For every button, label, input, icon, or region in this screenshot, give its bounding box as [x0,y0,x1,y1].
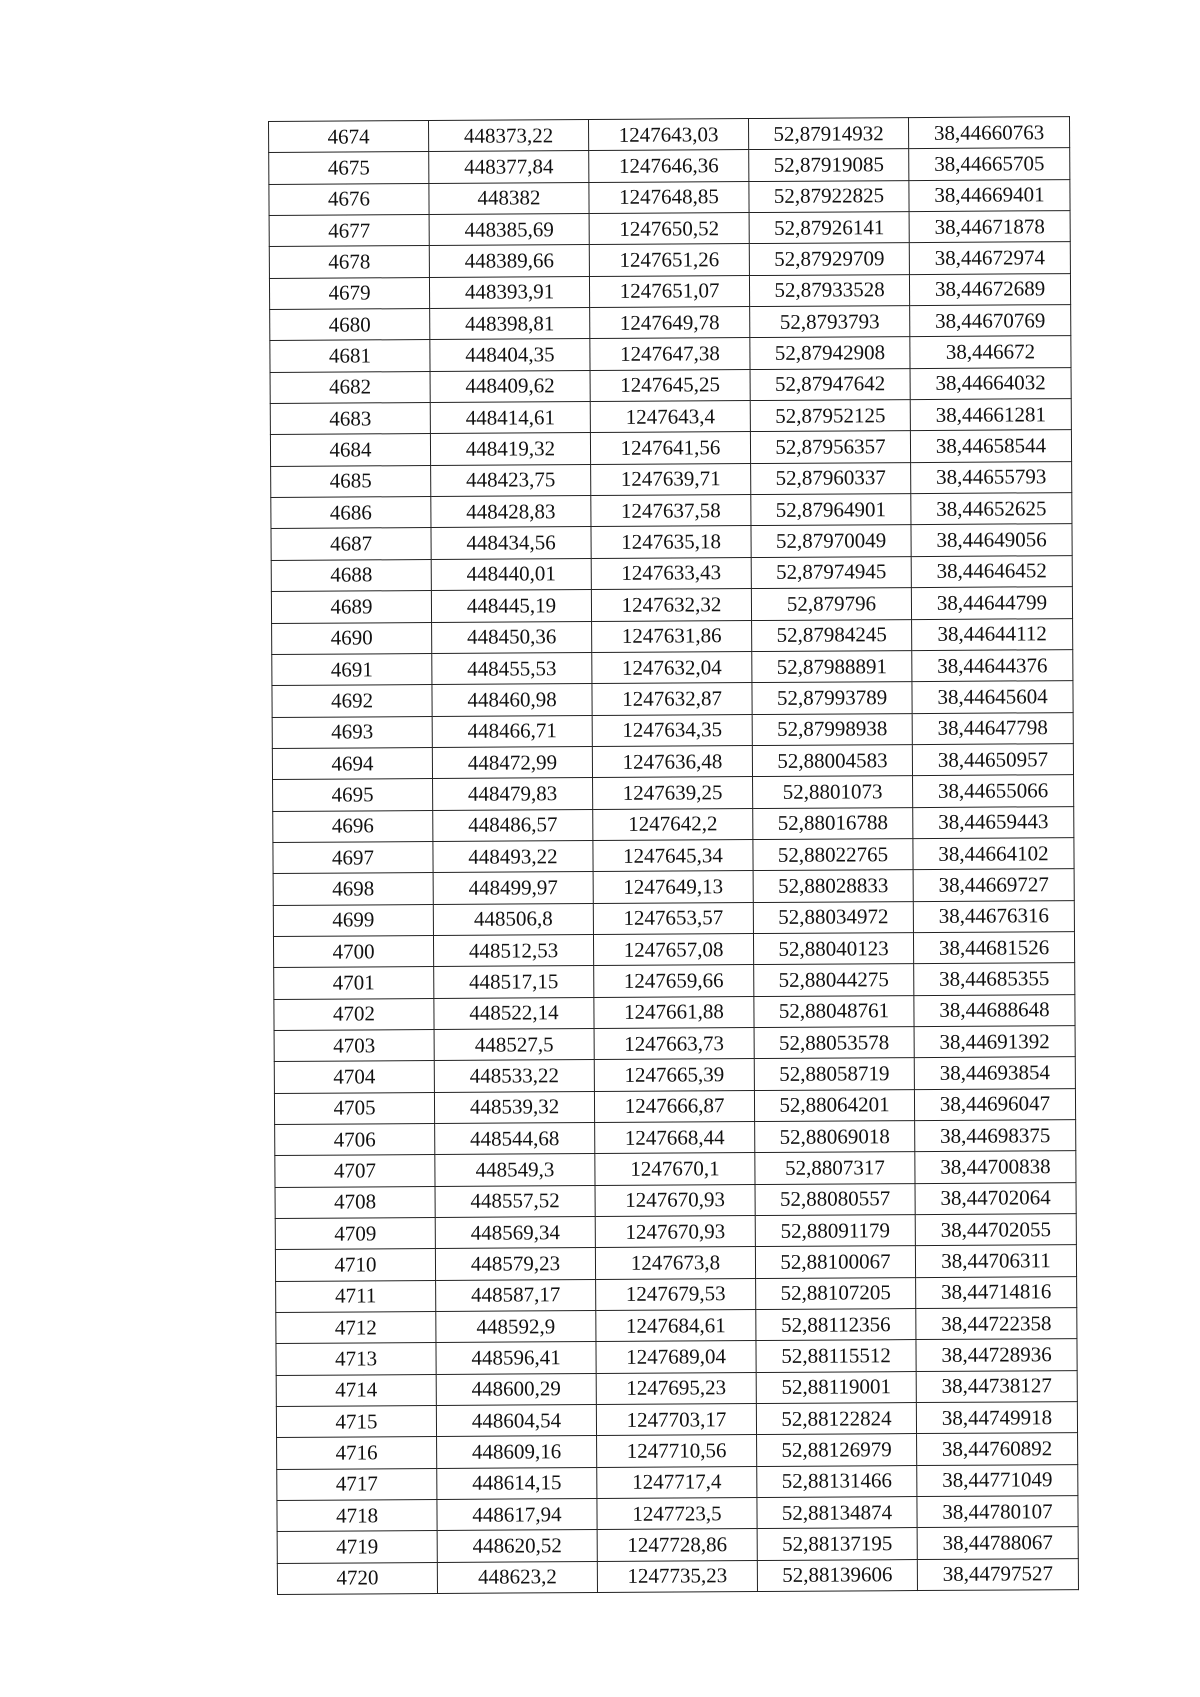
table-row [275,1245,1076,1281]
y-coordinate-cell: 1247689,04 [596,1341,756,1373]
y-coordinate-cell: 1247673,8 [595,1247,755,1279]
y-coordinate-cell: 1247648,85 [589,181,749,213]
y-coordinate-cell: 1247665,39 [594,1059,754,1091]
table-row [269,117,1070,153]
x-coordinate-cell: 448499,97 [433,872,593,904]
y-coordinate-cell: 1247642,2 [593,808,753,840]
table-row [277,1527,1078,1563]
longitude-cell: 38,44658544 [910,430,1071,462]
table-row [271,587,1072,623]
point-number-cell: 4691 [272,653,432,685]
y-coordinate-cell: 1247695,23 [596,1372,756,1404]
point-number-cell: 4692 [272,685,432,717]
x-coordinate-cell: 448445,19 [431,590,591,622]
point-number-cell: 4678 [269,246,429,278]
table-row [272,649,1073,685]
table-row [273,775,1074,811]
y-coordinate-cell: 1247679,53 [596,1278,756,1310]
x-coordinate-cell: 448493,22 [433,840,593,872]
y-coordinate-cell: 1247668,44 [595,1122,755,1154]
latitude-cell: 52,88034972 [753,901,913,933]
table-row [277,1496,1078,1532]
longitude-cell: 38,44655066 [913,775,1074,807]
y-coordinate-cell: 1247633,43 [591,557,751,589]
longitude-cell: 38,44655793 [911,461,1072,493]
longitude-cell: 38,44661281 [910,399,1071,431]
x-coordinate-cell: 448544,68 [435,1123,595,1155]
y-coordinate-cell: 1247728,86 [597,1529,757,1561]
latitude-cell: 52,88137195 [757,1528,917,1560]
table-row [274,1026,1075,1062]
latitude-cell: 52,88100067 [755,1246,915,1278]
y-coordinate-cell: 1247639,25 [593,777,753,809]
x-coordinate-cell: 448592,9 [436,1311,596,1343]
y-coordinate-cell: 1247670,1 [595,1153,755,1185]
point-number-cell: 4677 [269,215,429,247]
longitude-cell: 38,44760892 [917,1433,1078,1465]
table-row [272,743,1073,779]
x-coordinate-cell: 448460,98 [432,684,592,716]
latitude-cell: 52,87974945 [751,556,911,588]
point-number-cell: 4676 [269,183,429,215]
x-coordinate-cell: 448419,32 [430,433,590,465]
point-number-cell: 4682 [270,371,430,403]
y-coordinate-cell: 1247735,23 [597,1560,757,1592]
latitude-cell: 52,87956357 [750,431,910,463]
x-coordinate-cell: 448404,35 [430,339,590,371]
longitude-cell: 38,44664032 [910,367,1071,399]
latitude-cell: 52,88064201 [754,1089,914,1121]
latitude-cell: 52,88112356 [756,1309,916,1341]
x-coordinate-cell: 448466,71 [432,715,592,747]
y-coordinate-cell: 1247650,52 [589,213,749,245]
point-number-cell: 4715 [276,1406,436,1438]
y-coordinate-cell: 1247703,17 [596,1404,756,1436]
x-coordinate-cell: 448414,61 [430,402,590,434]
longitude-cell: 38,44652625 [911,493,1072,525]
table-row [272,712,1073,748]
point-number-cell: 4680 [270,309,430,341]
longitude-cell: 38,44644799 [911,587,1072,619]
point-number-cell: 4708 [275,1186,435,1218]
x-coordinate-cell: 448569,34 [435,1217,595,1249]
table-row [275,1120,1076,1156]
y-coordinate-cell: 1247637,58 [591,495,751,527]
y-coordinate-cell: 1247657,08 [593,933,753,965]
table-row [269,148,1070,184]
latitude-cell: 52,88126979 [757,1434,917,1466]
longitude-cell: 38,44672974 [909,242,1070,274]
table-row [274,1057,1075,1093]
table-row [276,1402,1077,1438]
longitude-cell: 38,44645604 [912,681,1073,713]
table-row [269,179,1070,215]
latitude-cell: 52,88058719 [754,1058,914,1090]
table-row [273,900,1074,936]
y-coordinate-cell: 1247663,73 [594,1028,754,1060]
y-coordinate-cell: 1247684,61 [596,1310,756,1342]
y-coordinate-cell: 1247632,87 [592,683,752,715]
latitude-cell: 52,87919085 [749,149,909,181]
table-row [272,618,1073,654]
y-coordinate-cell: 1247717,4 [597,1466,757,1498]
point-number-cell: 4689 [271,591,431,623]
table-row [274,1088,1075,1124]
x-coordinate-cell: 448389,66 [429,245,589,277]
latitude-cell: 52,87960337 [751,462,911,494]
point-number-cell: 4711 [276,1280,436,1312]
longitude-cell: 38,44706311 [915,1245,1076,1277]
point-number-cell: 4683 [270,403,430,435]
table-row [273,869,1074,905]
longitude-cell: 38,44676316 [913,900,1074,932]
x-coordinate-cell: 448382 [429,182,589,214]
table-row [273,806,1074,842]
longitude-cell: 38,44672689 [909,273,1070,305]
x-coordinate-cell: 448398,81 [430,308,590,340]
latitude-cell: 52,88115512 [756,1340,916,1372]
x-coordinate-cell: 448517,15 [434,966,594,998]
point-number-cell: 4694 [272,747,432,779]
table-row [273,837,1074,873]
x-coordinate-cell: 448472,99 [432,746,592,778]
table-row [275,1214,1076,1250]
table-row [275,1151,1076,1187]
point-number-cell: 4712 [276,1312,436,1344]
x-coordinate-cell: 448393,91 [429,276,589,308]
x-coordinate-cell: 448506,8 [433,903,593,935]
y-coordinate-cell: 1247635,18 [591,526,751,558]
point-number-cell: 4714 [276,1374,436,1406]
y-coordinate-cell: 1247646,36 [589,150,749,182]
latitude-cell: 52,88028833 [753,870,913,902]
point-number-cell: 4703 [274,1029,434,1061]
y-coordinate-cell: 1247653,57 [593,902,753,934]
longitude-cell: 38,44722358 [916,1308,1077,1340]
latitude-cell: 52,87988891 [752,650,912,682]
longitude-cell: 38,44659443 [913,806,1074,838]
latitude-cell: 52,88022765 [753,838,913,870]
x-coordinate-cell: 448557,52 [435,1185,595,1217]
point-number-cell: 4697 [273,841,433,873]
x-coordinate-cell: 448440,01 [431,558,591,590]
point-number-cell: 4720 [277,1562,437,1594]
table-row [270,336,1071,372]
y-coordinate-cell: 1247670,93 [595,1184,755,1216]
y-coordinate-cell: 1247661,88 [594,996,754,1028]
longitude-cell: 38,44650957 [912,743,1073,775]
latitude-cell: 52,87929709 [749,243,909,275]
point-number-cell: 4698 [273,873,433,905]
longitude-cell: 38,44797527 [917,1558,1078,1590]
y-coordinate-cell: 1247639,71 [591,463,751,495]
table-row [274,994,1075,1030]
table-row [270,430,1071,466]
longitude-cell: 38,44780107 [917,1496,1078,1528]
latitude-cell: 52,8801073 [753,776,913,808]
longitude-cell: 38,44660763 [908,117,1069,149]
latitude-cell: 52,88080557 [755,1183,915,1215]
latitude-cell: 52,87964901 [751,494,911,526]
point-number-cell: 4709 [275,1218,435,1250]
point-number-cell: 4707 [275,1155,435,1187]
longitude-cell: 38,44788067 [917,1527,1078,1559]
point-number-cell: 4686 [271,497,431,529]
table-row [276,1339,1077,1375]
x-coordinate-cell: 448549,3 [435,1154,595,1186]
latitude-cell: 52,88091179 [755,1215,915,1247]
longitude-cell: 38,44670769 [910,305,1071,337]
longitude-cell: 38,44646452 [911,555,1072,587]
x-coordinate-cell: 448512,53 [433,934,593,966]
longitude-cell: 38,44669727 [913,869,1074,901]
y-coordinate-cell: 1247651,26 [589,244,749,276]
longitude-cell: 38,44696047 [914,1088,1075,1120]
table-row [270,305,1071,341]
table-row [269,242,1070,278]
latitude-cell: 52,88134874 [757,1497,917,1529]
point-number-cell: 4699 [273,904,433,936]
table-row [276,1370,1077,1406]
latitude-cell: 52,88040123 [753,933,913,965]
x-coordinate-cell: 448623,2 [437,1561,597,1593]
table-row [271,493,1072,529]
point-number-cell: 4688 [271,559,431,591]
latitude-cell: 52,88119001 [756,1371,916,1403]
table-row [272,681,1073,717]
longitude-cell: 38,44700838 [915,1151,1076,1183]
point-number-cell: 4684 [270,434,430,466]
longitude-cell: 38,44738127 [916,1370,1077,1402]
latitude-cell: 52,88004583 [752,744,912,776]
longitude-cell: 38,44664102 [913,837,1074,869]
table-row [276,1308,1077,1344]
point-number-cell: 4719 [277,1531,437,1563]
y-coordinate-cell: 1247636,48 [592,745,752,777]
longitude-cell: 38,44669401 [909,179,1070,211]
x-coordinate-cell: 448428,83 [431,496,591,528]
latitude-cell: 52,87922825 [749,180,909,212]
longitude-cell: 38,44688648 [914,994,1075,1026]
x-coordinate-cell: 448423,75 [431,464,591,496]
x-coordinate-cell: 448620,52 [437,1530,597,1562]
latitude-cell: 52,87926141 [749,212,909,244]
point-number-cell: 4701 [274,967,434,999]
x-coordinate-cell: 448533,22 [434,1060,594,1092]
point-number-cell: 4685 [271,465,431,497]
longitude-cell: 38,446672 [910,336,1071,368]
point-number-cell: 4713 [276,1343,436,1375]
table-row [277,1558,1078,1594]
table-row [269,211,1070,247]
coordinates-table-body [269,117,1079,1595]
table-row [271,555,1072,591]
table-row [270,367,1071,403]
y-coordinate-cell: 1247643,4 [590,401,750,433]
point-number-cell: 4693 [272,716,432,748]
y-coordinate-cell: 1247649,78 [590,307,750,339]
x-coordinate-cell: 448434,56 [431,527,591,559]
latitude-cell: 52,8793793 [750,306,910,338]
latitude-cell: 52,88048761 [754,995,914,1027]
point-number-cell: 4706 [275,1124,435,1156]
table-row [276,1276,1077,1312]
latitude-cell: 52,88107205 [756,1277,916,1309]
longitude-cell: 38,44698375 [915,1120,1076,1152]
longitude-cell: 38,44644112 [912,618,1073,650]
x-coordinate-cell: 448486,57 [433,809,593,841]
y-coordinate-cell: 1247666,87 [594,1090,754,1122]
point-number-cell: 4702 [274,998,434,1030]
x-coordinate-cell: 448587,17 [436,1279,596,1311]
x-coordinate-cell: 448373,22 [429,120,589,152]
longitude-cell: 38,44702055 [915,1214,1076,1246]
point-number-cell: 4696 [273,810,433,842]
point-number-cell: 4679 [269,277,429,309]
y-coordinate-cell: 1247634,35 [592,714,752,746]
point-number-cell: 4675 [269,152,429,184]
y-coordinate-cell: 1247659,66 [594,965,754,997]
latitude-cell: 52,879796 [751,588,911,620]
longitude-cell: 38,44714816 [916,1276,1077,1308]
x-coordinate-cell: 448579,23 [435,1248,595,1280]
latitude-cell: 52,88131466 [757,1465,917,1497]
x-coordinate-cell: 448385,69 [429,214,589,246]
x-coordinate-cell: 448450,36 [432,621,592,653]
latitude-cell: 52,88122824 [756,1403,916,1435]
x-coordinate-cell: 448455,53 [432,652,592,684]
longitude-cell: 38,44691392 [914,1026,1075,1058]
x-coordinate-cell: 448527,5 [434,1028,594,1060]
longitude-cell: 38,44693854 [914,1057,1075,1089]
latitude-cell: 52,88044275 [754,964,914,996]
y-coordinate-cell: 1247631,86 [592,620,752,652]
point-number-cell: 4704 [274,1061,434,1093]
x-coordinate-cell: 448600,29 [436,1373,596,1405]
longitude-cell: 38,44681526 [913,932,1074,964]
point-number-cell: 4718 [277,1500,437,1532]
x-coordinate-cell: 448522,14 [434,997,594,1029]
point-number-cell: 4710 [275,1249,435,1281]
table-row [269,273,1070,309]
table-row [271,524,1072,560]
latitude-cell: 52,87947642 [750,368,910,400]
point-number-cell: 4717 [277,1468,437,1500]
point-number-cell: 4700 [273,935,433,967]
latitude-cell: 52,88139606 [757,1559,917,1591]
y-coordinate-cell: 1247670,93 [595,1216,755,1248]
longitude-cell: 38,44685355 [914,963,1075,995]
x-coordinate-cell: 448609,16 [437,1436,597,1468]
longitude-cell: 38,44644376 [912,649,1073,681]
table-row [270,399,1071,435]
x-coordinate-cell: 448409,62 [430,370,590,402]
point-number-cell: 4690 [272,622,432,654]
coordinates-table [268,116,1079,1595]
y-coordinate-cell: 1247723,5 [597,1498,757,1530]
point-number-cell: 4695 [273,779,433,811]
point-number-cell: 4674 [269,121,429,153]
y-coordinate-cell: 1247710,56 [597,1435,757,1467]
latitude-cell: 52,87998938 [752,713,912,745]
latitude-cell: 52,88053578 [754,1027,914,1059]
latitude-cell: 52,88069018 [755,1121,915,1153]
y-coordinate-cell: 1247645,25 [590,369,750,401]
table-row [273,932,1074,968]
x-coordinate-cell: 448617,94 [437,1499,597,1531]
x-coordinate-cell: 448377,84 [429,151,589,183]
latitude-cell: 52,87942908 [750,337,910,369]
longitude-cell: 38,44671878 [909,211,1070,243]
latitude-cell: 52,87952125 [750,400,910,432]
x-coordinate-cell: 448596,41 [436,1342,596,1374]
y-coordinate-cell: 1247647,38 [590,338,750,370]
y-coordinate-cell: 1247632,32 [591,589,751,621]
latitude-cell: 52,87970049 [751,525,911,557]
x-coordinate-cell: 448614,15 [437,1467,597,1499]
y-coordinate-cell: 1247649,13 [593,871,753,903]
longitude-cell: 38,44749918 [916,1402,1077,1434]
y-coordinate-cell: 1247641,56 [590,432,750,464]
y-coordinate-cell: 1247645,34 [593,839,753,871]
longitude-cell: 38,44665705 [909,148,1070,180]
y-coordinate-cell: 1247632,04 [592,651,752,683]
y-coordinate-cell: 1247651,07 [589,275,749,307]
table-row [274,963,1075,999]
latitude-cell: 52,8807317 [755,1152,915,1184]
latitude-cell: 52,87984245 [752,619,912,651]
table-row [275,1182,1076,1218]
longitude-cell: 38,44649056 [911,524,1072,556]
latitude-cell: 52,87993789 [752,682,912,714]
longitude-cell: 38,44771049 [917,1464,1078,1496]
longitude-cell: 38,44647798 [912,712,1073,744]
point-number-cell: 4687 [271,528,431,560]
table-row [277,1464,1078,1500]
latitude-cell: 52,87914932 [748,118,908,150]
longitude-cell: 38,44728936 [916,1339,1077,1371]
latitude-cell: 52,87933528 [749,274,909,306]
point-number-cell: 4705 [274,1092,434,1124]
longitude-cell: 38,44702064 [915,1182,1076,1214]
latitude-cell: 52,88016788 [753,807,913,839]
table-row [277,1433,1078,1469]
point-number-cell: 4716 [277,1437,437,1469]
table-row [271,461,1072,497]
point-number-cell: 4681 [270,340,430,372]
x-coordinate-cell: 448479,83 [433,778,593,810]
y-coordinate-cell: 1247643,03 [588,119,748,151]
x-coordinate-cell: 448604,54 [436,1405,596,1437]
x-coordinate-cell: 448539,32 [434,1091,594,1123]
